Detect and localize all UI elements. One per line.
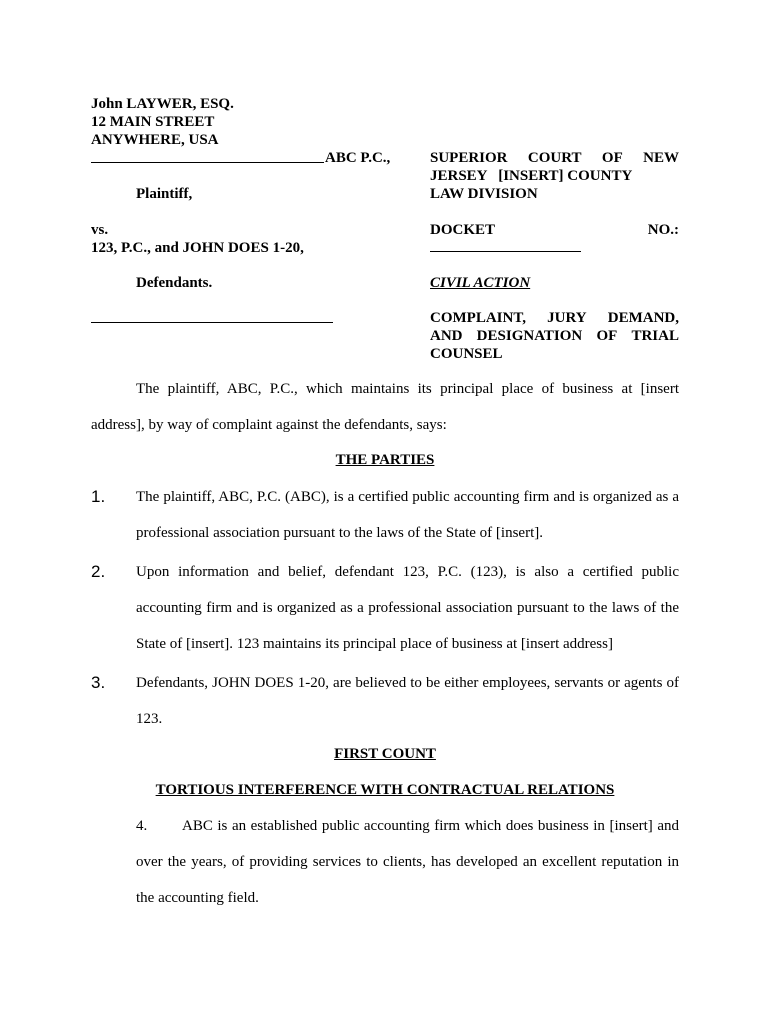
court-name-line2: JERSEY [INSERT] COUNTY [430, 168, 633, 184]
complaint-title-line1 [430, 309, 679, 327]
attorney-street: 12 MAIN STREET [91, 114, 215, 130]
complaint-word: COMPLAINT, [430, 310, 526, 326]
party-paragraph: Defendants, JOHN DOES 1-20, are believed to be either employees, servants or agents of 123. [136, 675, 679, 727]
plaintiff-name: ABC P.C., [325, 150, 391, 166]
intro-paragraph: The plaintiff, ABC, P.C., which maintains its principal place of business at [insert address], by way of complaint against the defendants, says: [91, 381, 679, 433]
complaint-word: AND [430, 328, 463, 344]
complaint-word: JURY [547, 310, 587, 326]
attorney-city: ANYWHERE, USA [91, 132, 219, 148]
court-division: LAW DIVISION [430, 186, 538, 202]
paragraph-number: 2. [91, 562, 106, 581]
claim-paragraph: ABC is an established public accounting firm which does business in [insert] and over the years, of providing services to clients, has developed an excellent reputation in the accounting field. [136, 818, 679, 906]
docket-number-label: NO.: [647, 222, 679, 238]
complaint-title-line2 [430, 327, 679, 345]
paragraph-number: 3. [91, 673, 106, 692]
paragraph-number: 4. [136, 818, 148, 834]
court-name-line1 [430, 149, 679, 167]
defendants-names: 123, P.C., and JOHN DOES 1-20, [91, 240, 304, 256]
docket-line [430, 221, 679, 239]
first-count-heading: FIRST COUNT [334, 746, 436, 762]
party-paragraph: The plaintiff, ABC, P.C. (ABC), is a certified public accounting firm and is organized as a professional association pursuant to the laws of the State of [insert]. [136, 489, 679, 541]
plaintiff-signature-line [91, 162, 324, 163]
docket-number-blank [430, 251, 581, 252]
court-word: COURT [527, 150, 582, 166]
caption-divider-line [91, 322, 333, 323]
complaint-word: DEMAND, [607, 310, 679, 326]
court-word: SUPERIOR [430, 150, 508, 166]
complaint-word: DESIGNATION [476, 328, 583, 344]
defendants-label: Defendants. [136, 275, 213, 291]
parties-heading: THE PARTIES [335, 452, 435, 468]
complaint-word: OF [596, 328, 618, 344]
plaintiff-label: Plaintiff, [136, 186, 193, 202]
party-paragraph: Upon information and belief, defendant 123, P.C. (123), is also a certified public accounting firm and is organized as a professional association pursuant to the laws of the State of [insert]. 123 maintains its principal place of business at [insert address] [136, 564, 679, 652]
complaint-word: TRIAL [631, 328, 679, 344]
attorney-name: John LAYWER, ESQ. [91, 96, 234, 112]
first-count-subheading: TORTIOUS INTERFERENCE WITH CONTRACTUAL RELATIONS [155, 782, 615, 798]
civil-action-label: CIVIL ACTION [430, 275, 531, 291]
versus-label: vs. [91, 222, 109, 238]
docket-label: DOCKET [430, 222, 496, 238]
court-word: OF [601, 150, 623, 166]
complaint-title-line3: COUNSEL [430, 346, 503, 362]
paragraph-number: 1. [91, 487, 106, 506]
court-word: NEW [643, 150, 679, 166]
